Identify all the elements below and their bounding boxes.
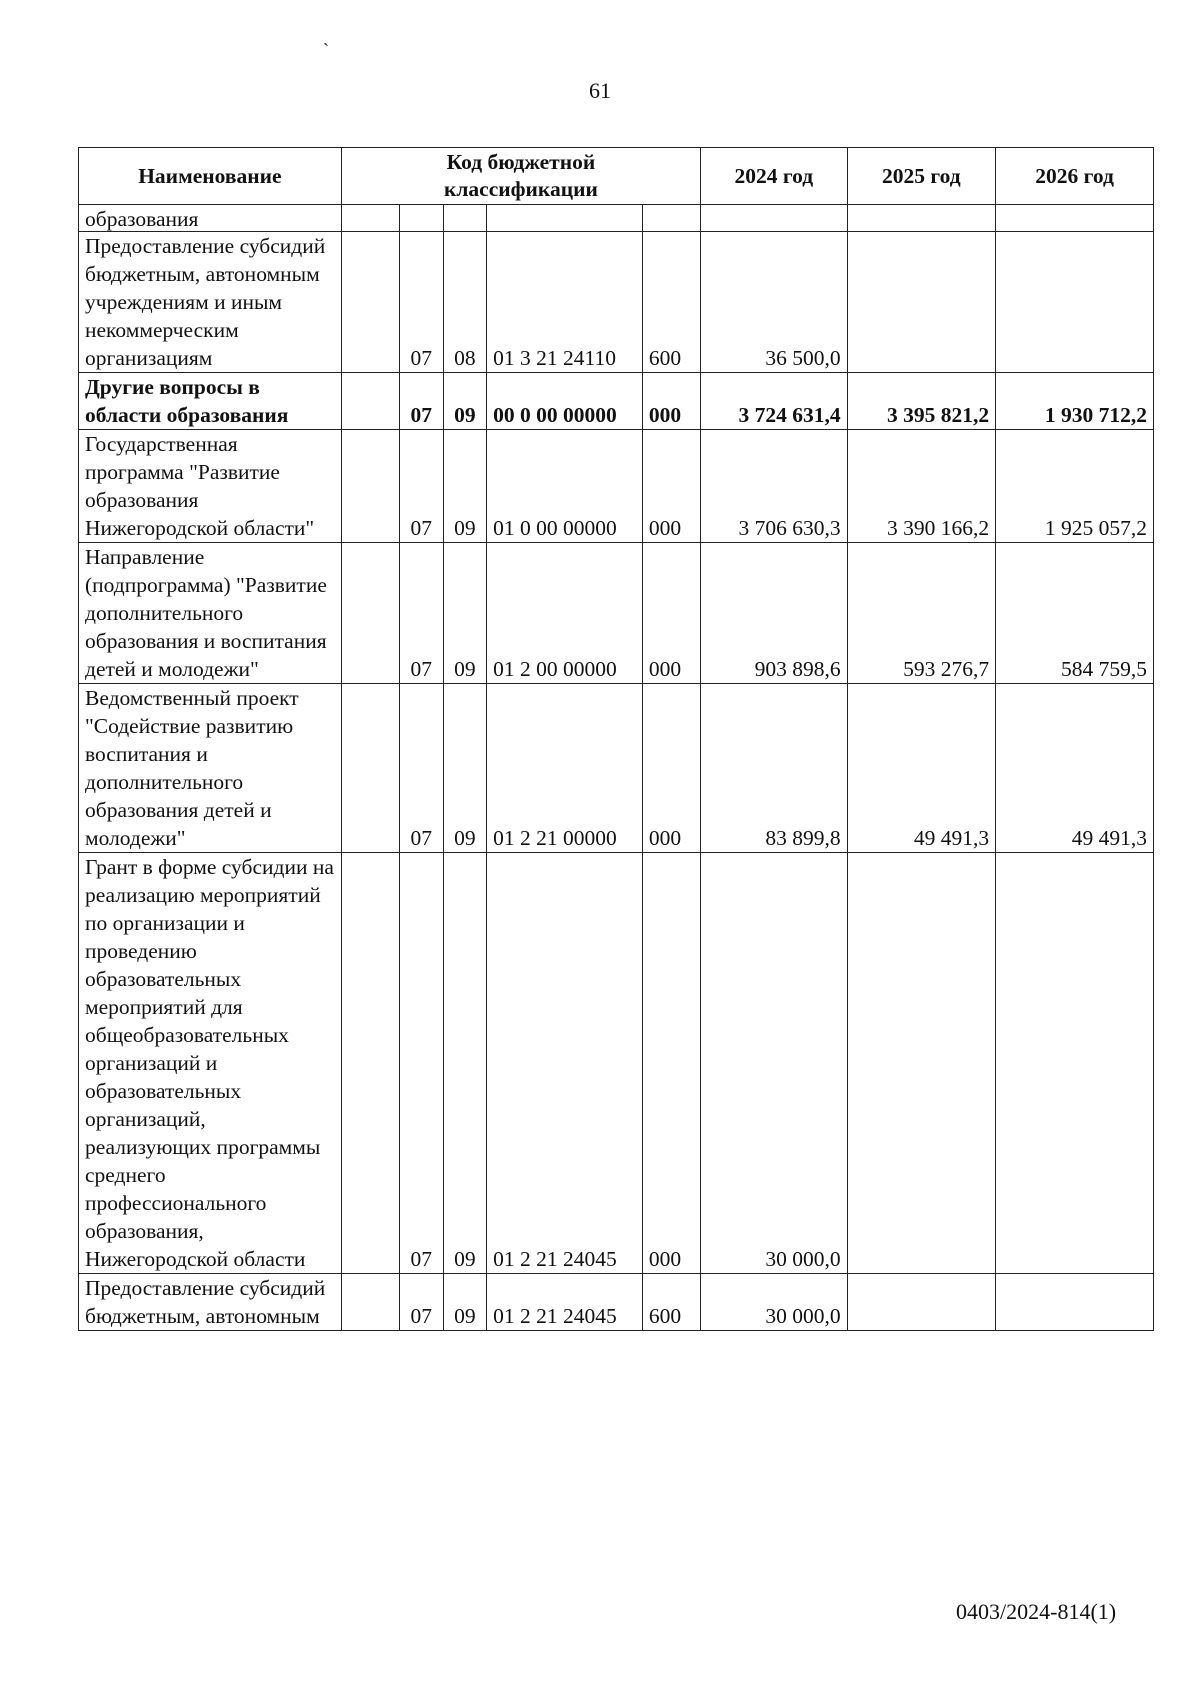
row-name: Предоставление субсидий бюджетным, автономным учреждениям и иным некоммерческим организациям xyxy=(79,232,342,373)
row-section: 07 xyxy=(399,373,443,430)
row-2026 xyxy=(996,1274,1154,1331)
row-subsection: 09 xyxy=(443,853,487,1274)
row-2026: 1 925 057,2 xyxy=(996,430,1154,543)
row-section: 07 xyxy=(399,543,443,684)
table-row xyxy=(79,205,1154,232)
row-2025 xyxy=(847,853,996,1274)
stray-mark: ` xyxy=(323,40,329,60)
row-blank xyxy=(341,232,399,373)
budget-table xyxy=(78,147,1154,1331)
row-2025 xyxy=(847,1274,996,1331)
row-blank xyxy=(341,684,399,853)
row-target-code: 01 3 21 24110 xyxy=(487,232,643,373)
row-2024: 30 000,0 xyxy=(701,853,847,1274)
table-row xyxy=(79,373,1154,430)
row-expense-type: 600 xyxy=(642,232,700,373)
row-2025 xyxy=(847,205,996,232)
row-2026: 49 491,3 xyxy=(996,684,1154,853)
row-expense-type: 000 xyxy=(642,543,700,684)
row-2024: 30 000,0 xyxy=(701,1274,847,1331)
header-code: Код бюджетной классификации xyxy=(341,148,700,205)
row-2026 xyxy=(996,853,1154,1274)
row-name: Другие вопросы в области образования xyxy=(79,373,342,430)
row-target-code: 01 2 21 24045 xyxy=(487,1274,643,1331)
table-row xyxy=(79,430,1154,543)
row-blank xyxy=(341,430,399,543)
row-target-code: 00 0 00 00000 xyxy=(487,373,643,430)
row-name: Предоставление субсидий бюджетным, автономным xyxy=(79,1274,342,1331)
row-blank xyxy=(341,205,399,232)
row-name: образования xyxy=(79,205,342,232)
row-2024: 3 724 631,4 xyxy=(701,373,847,430)
row-expense-type: 000 xyxy=(642,853,700,1274)
row-target-code xyxy=(487,205,643,232)
row-2025: 593 276,7 xyxy=(847,543,996,684)
row-expense-type: 000 xyxy=(642,430,700,543)
row-expense-type: 000 xyxy=(642,684,700,853)
row-2025: 49 491,3 xyxy=(847,684,996,853)
row-expense-type xyxy=(642,205,700,232)
row-expense-type: 600 xyxy=(642,1274,700,1331)
row-target-code: 01 2 21 24045 xyxy=(487,853,643,1274)
row-section: 07 xyxy=(399,684,443,853)
row-2025: 3 395 821,2 xyxy=(847,373,996,430)
header-2026: 2026 год xyxy=(996,148,1154,205)
header-name: Наименование xyxy=(79,148,342,205)
row-subsection: 09 xyxy=(443,684,487,853)
table-row xyxy=(79,684,1154,853)
row-blank xyxy=(341,853,399,1274)
row-2024: 83 899,8 xyxy=(701,684,847,853)
document-code: 0403/2024-814(1) xyxy=(956,1599,1117,1624)
header-row xyxy=(79,148,1154,205)
table-row xyxy=(79,543,1154,684)
table-row xyxy=(79,232,1154,373)
table-row xyxy=(79,1274,1154,1331)
row-subsection: 08 xyxy=(443,232,487,373)
row-subsection: 09 xyxy=(443,430,487,543)
row-section xyxy=(399,205,443,232)
row-name: Направление (подпрограмма) "Развитие дополнительного образования и воспитания детей и молодежи" xyxy=(79,543,342,684)
row-subsection: 09 xyxy=(443,1274,487,1331)
row-2024: 3 706 630,3 xyxy=(701,430,847,543)
row-name: Государственная программа "Развитие образования Нижегородской области" xyxy=(79,430,342,543)
row-2025 xyxy=(847,232,996,373)
row-blank xyxy=(341,543,399,684)
row-2026 xyxy=(996,232,1154,373)
row-2024 xyxy=(701,205,847,232)
row-target-code: 01 2 00 00000 xyxy=(487,543,643,684)
row-blank xyxy=(341,373,399,430)
row-target-code: 01 2 21 00000 xyxy=(487,684,643,853)
row-2025: 3 390 166,2 xyxy=(847,430,996,543)
row-name: Ведомственный проект "Содействие развитию воспитания и дополнительного образования детей и молодежи" xyxy=(79,684,342,853)
row-2026: 1 930 712,2 xyxy=(996,373,1154,430)
row-section: 07 xyxy=(399,232,443,373)
row-target-code: 01 0 00 00000 xyxy=(487,430,643,543)
row-section: 07 xyxy=(399,1274,443,1331)
row-subsection: 09 xyxy=(443,373,487,430)
row-2024: 903 898,6 xyxy=(701,543,847,684)
row-subsection xyxy=(443,205,487,232)
row-blank xyxy=(341,1274,399,1331)
row-2024: 36 500,0 xyxy=(701,232,847,373)
table-row xyxy=(79,853,1154,1274)
row-section: 07 xyxy=(399,853,443,1274)
row-subsection: 09 xyxy=(443,543,487,684)
row-section: 07 xyxy=(399,430,443,543)
row-2026: 584 759,5 xyxy=(996,543,1154,684)
header-2024: 2024 год xyxy=(701,148,847,205)
page-number: 61 xyxy=(589,78,611,103)
row-2026 xyxy=(996,205,1154,232)
header-2025: 2025 год xyxy=(847,148,996,205)
row-expense-type: 000 xyxy=(642,373,700,430)
row-name: Грант в форме субсидии на реализацию мероприятий по организации и проведению образовательных мероприятий для общеобразовательных организаций и образовательных организаций, реализующих программы среднего профессионального образования, Нижегородской области xyxy=(79,853,342,1274)
